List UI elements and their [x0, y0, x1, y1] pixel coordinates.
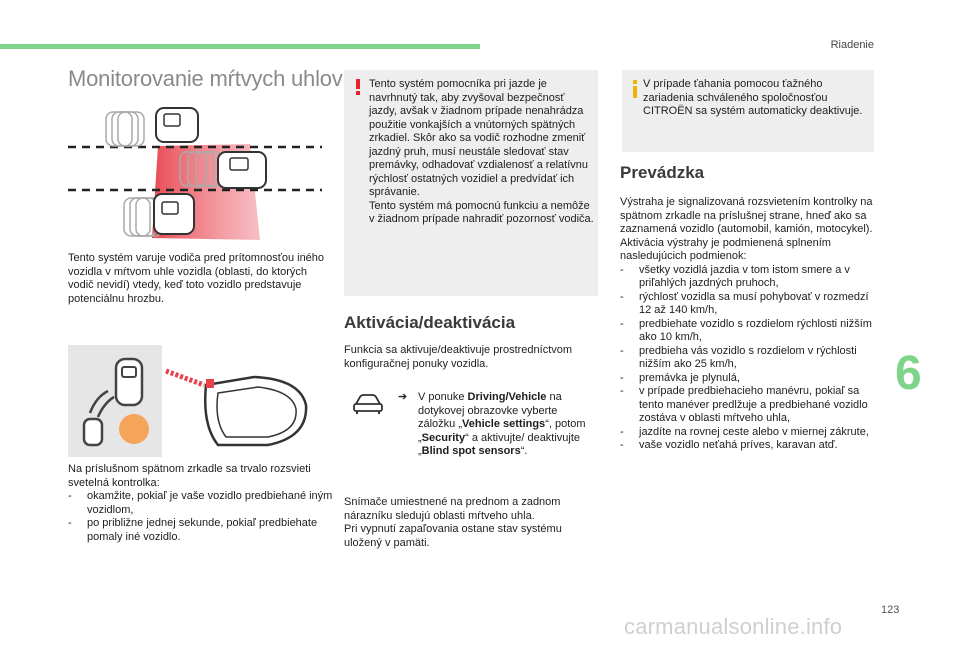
- list-item: - jazdíte na rovnej ceste alebo v miernej zákrute,: [620, 426, 882, 440]
- indicator-text: Na príslušnom spätnom zrkadle sa trvalo rozsvieti svetelná kontrolka:: [68, 463, 311, 489]
- info-box: [622, 70, 874, 152]
- list-item: - vaše vozidlo neťahá príves, karavan atď.: [620, 439, 882, 453]
- sensors-text-block: [344, 496, 602, 550]
- operation-conditions-text: Aktivácia výstrahy je podmienená splnením nasledujúcich podmienok:: [620, 236, 831, 262]
- mirror-indicator-illustration: [68, 345, 328, 457]
- list-item: - v prípade predbiehacieho manévru, pokiaľ sa tento manéver predlžuje a predbiehané vozidlo zostáva v oblasti mŕtveho uhla,: [620, 385, 882, 426]
- top-car: [156, 108, 198, 142]
- section-name: Riadenie: [830, 39, 874, 51]
- car-symbol-icon: [84, 419, 102, 445]
- top-car-trail: [106, 112, 144, 146]
- warning-text-2: Tento systém má pomocnú funkciu a nemôže v žiadnom prípade nahradiť pozornosť vodiča.: [369, 199, 594, 225]
- indicator-arrow: [166, 371, 204, 385]
- indicator-list: [68, 490, 333, 544]
- list-item: - predbiehate vozidlo s rozdielom rýchlosti nižším ako 10 km/h,: [620, 318, 882, 345]
- conditions-list: [620, 264, 882, 453]
- list-item: - po približne jednej sekunde, pokiaľ predbiehate pomaly iné vozidlo.: [68, 517, 333, 544]
- chapter-number: 6: [895, 347, 922, 400]
- page-number: 123: [881, 604, 900, 616]
- list-item: - rýchlosť vozidla sa musí pohybovať v rozmedzí 12 až 140 km/h,: [620, 291, 882, 318]
- list-item: - všetky vozidlá jazdia v tom istom smere a v priľahlých jazdných pruhoch,: [620, 264, 882, 291]
- car-symbol-icon: [116, 359, 142, 405]
- top-accent-bar: [0, 44, 480, 49]
- activation-heading: Aktivácia/deaktivácia: [344, 313, 516, 332]
- activation-text: Funkcia sa aktivuje/deaktivuje prostredníctvom konfiguračnej ponuky vozidla.: [344, 344, 573, 370]
- info-icon: [629, 80, 641, 98]
- operation-heading: Prevádzka: [620, 163, 705, 182]
- operation-text: Výstraha je signalizovaná rozsvietením kontrolky na spätnom zrkadle na príslušnej strane, hneď ako sa zaznamená vozidlo (automobil, kamión, motocykel).: [620, 196, 873, 235]
- tab-vehicle-settings: Vehicle settings: [462, 418, 546, 430]
- memory-text: Pri vypnutí zapaľovania ostane stav systému uložený v pamäti.: [344, 523, 562, 549]
- warning-box: [344, 70, 598, 296]
- activation-step: ➔ V ponuke Driving/Vehicle na dotykovej obrazovke vyberte záložku „Vehicle settings“, potom „Security“ a aktivujte/ deaktivujte „Blind spot sensors“.: [398, 391, 586, 457]
- blind-spot-illustration: [60, 102, 330, 244]
- list-item: - predbieha vás vozidlo s rozdielom v rýchlosti nižším ako 25 km/h,: [620, 345, 882, 372]
- indicator-description: [68, 463, 333, 544]
- sensors-text: Snímače umiestnené na prednom a zadnom nárazníku sledujú oblasti mŕtveho uhla.: [344, 496, 561, 522]
- mirror-icon: [205, 377, 306, 445]
- mirror-led-icon: [206, 379, 214, 388]
- arrow-right-icon: ➔: [398, 391, 408, 403]
- watermark: carmanualsonline.info: [624, 614, 843, 639]
- intro-text: Tento systém varuje vodiča pred prítomnosťou iného vozidla v mŕtvom uhle vozidla (oblasti, do ktorých vodič nevidí) vtedy, keď toto vozidlo predstavuje potenciálnu hrozbu.: [68, 252, 325, 305]
- option-blind-spot-sensors: Blind spot sensors: [421, 445, 521, 457]
- list-item: - okamžite, pokiaľ je vaše vozidlo predbiehané iným vozidlom,: [68, 490, 333, 517]
- menu-security: Security: [421, 431, 466, 444]
- list-item: - premávka je plynulá,: [620, 372, 882, 386]
- warning-panel: [68, 345, 162, 457]
- warning-text: Tento systém pomocníka pri jazde je navrhnutý tak, aby zvyšoval bezpečnosť jazdy, avšak v žiadnom prípade nenahrádza použitie vonkajších a vnútorných spätných zrkadiel. Skôr ako sa vodič rozhodne zmeniť jazdný pruh, musí neustále sledovať stav premávky, odhadovať vzdialenosť a relatívnu rýchlosť ostatných vozidiel a predvídať ich správanie.: [369, 78, 589, 198]
- menu-driving-vehicle: Driving/Vehicle: [467, 391, 547, 403]
- operation-block: [620, 196, 882, 453]
- indicator-led-icon: [119, 414, 149, 444]
- info-text: V prípade ťahania pomocou ťažného zariadenia schváleného spoločnosťou CITROËN sa systém automaticky deaktivuje.: [643, 78, 863, 117]
- car-settings-icon: [352, 392, 384, 416]
- page-title: Monitorovanie mŕtvych uhlov: [68, 66, 343, 91]
- exclamation-icon: [352, 79, 364, 95]
